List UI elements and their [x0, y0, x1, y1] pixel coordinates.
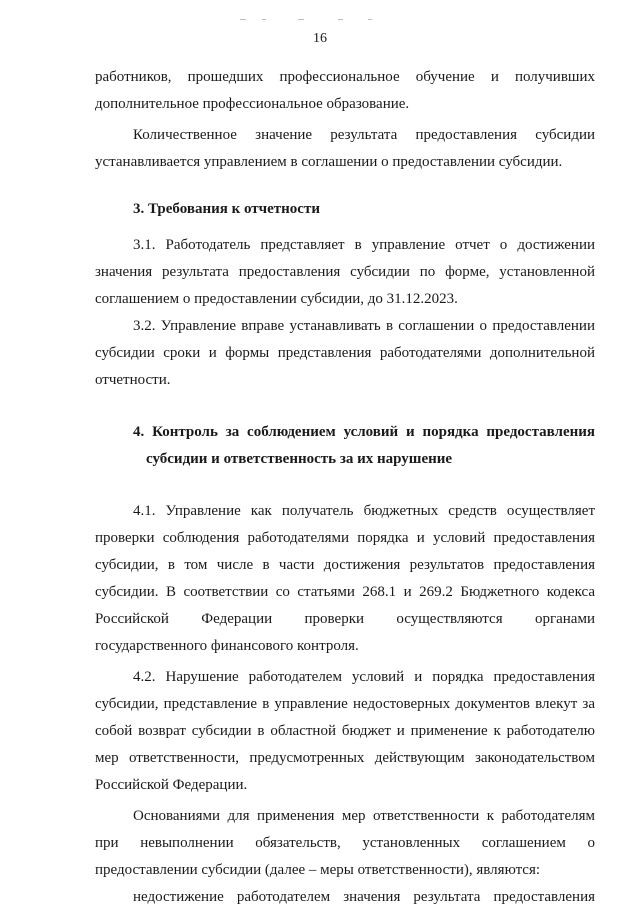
- paragraph-4-2: 4.2. Нарушение работодателем условий и порядка предоставления субсидии, представление в управление недостоверных документов влекут за собой возврат субсидии в областной бюджет и применение к работодателю мер ответственности, предусмотренных действующим законодательством Российской Федерации.: [95, 669, 595, 793]
- scan-artifact-marks: [240, 19, 380, 21]
- section-heading-4: [95, 419, 595, 473]
- paragraph-3-1: 3.1. Работодатель представляет в управление отчет о достижении значения результата предоставления субсидии по форме, установленной соглашением о предоставлении субсидии, до 31.12.2023.: [95, 237, 595, 307]
- paragraph-continuation: работников, прошедших профессиональное обучение и получивших дополнительное профессиональное образование.: [95, 69, 595, 112]
- page-number: 16: [313, 31, 327, 46]
- paragraph-quantitative-value: Количественное значение результата предоставления субсидии устанавливается управлением в соглашении о предоставлении субсидии.: [95, 127, 595, 170]
- paragraph-3-2: 3.2. Управление вправе устанавливать в соглашении о предоставлении субсидии сроки и формы представления работодателями дополнительной отчетности.: [95, 318, 595, 388]
- document-body: [95, 64, 595, 911]
- paragraph-non-achievement: недостижение работодателем значения результата предоставления: [133, 889, 595, 905]
- section-heading-4-line2: субсидии и ответственность за их нарушение: [146, 451, 453, 467]
- paragraph-4-1: 4.1. Управление как получатель бюджетных средств осуществляет проверки соблюдения работодателями порядка и условий предоставления субсидии, в том числе в части достижения результатов предоставления субсидии. В соответствии со статьями 268.1 и 269.2 Бюджетного кодекса Российской Федерации проверки осуществляются органами государственного финансового контроля.: [95, 503, 595, 654]
- section-heading-3: 3. Требования к отчетности: [133, 201, 320, 217]
- paragraph-grounds: Основаниями для применения мер ответственности к работодателям при невыполнении обязательств, установленных соглашением о предоставлении субсидии (далее – меры ответственности), являются:: [95, 808, 595, 878]
- section-heading-4-line1: 4. Контроль за соблюдением условий и порядка предоставления: [133, 424, 595, 440]
